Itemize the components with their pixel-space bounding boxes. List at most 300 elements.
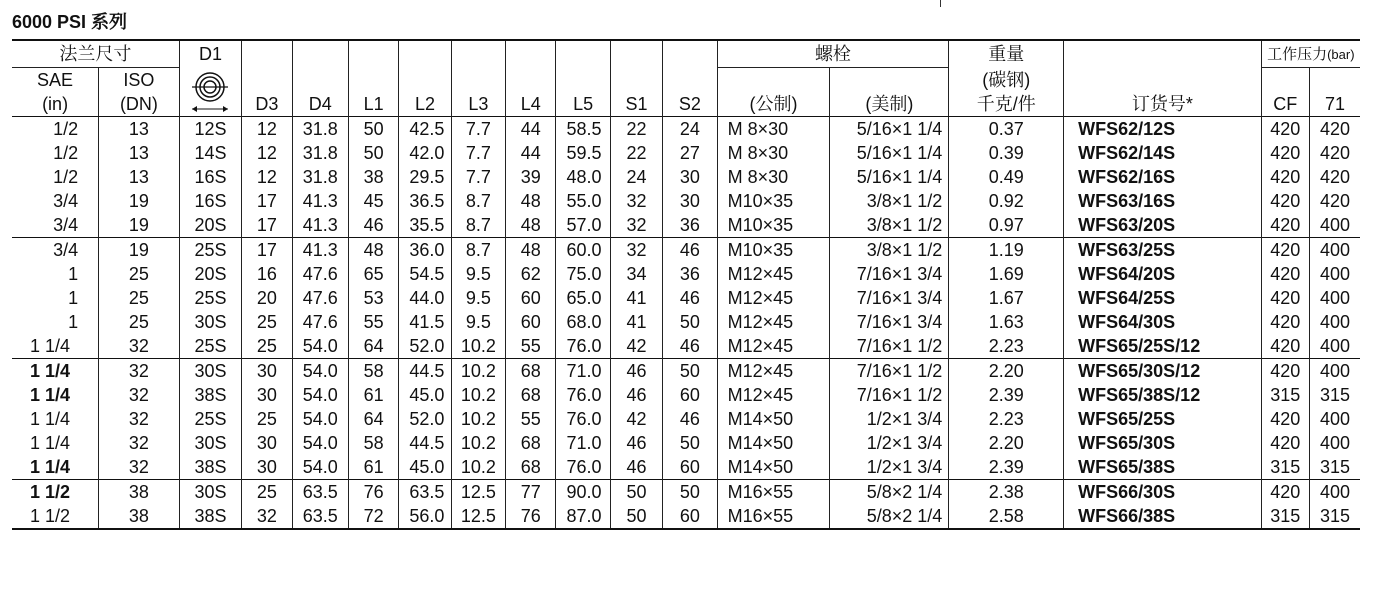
header-pressure-71: 71 <box>1309 68 1360 117</box>
cell-order-number: WFS63/16S <box>1064 189 1261 213</box>
table-row <box>12 238 1360 263</box>
cell-pressure-71: 400 <box>1309 431 1360 455</box>
cell-d3: 30 <box>242 431 292 455</box>
cell-s2: 36 <box>663 213 717 238</box>
cell-l4: 76 <box>506 504 556 529</box>
cell-l5: 55.0 <box>556 189 610 213</box>
cell-iso: 32 <box>99 431 180 455</box>
cell-l4: 55 <box>506 407 556 431</box>
cell-d3: 25 <box>242 310 292 334</box>
header-l5: L5 <box>556 40 610 117</box>
cell-bolt-metric: M12×45 <box>717 383 830 407</box>
cell-pressure-cf: 420 <box>1261 431 1309 455</box>
cell-bolt-imperial: 3/8×1 1/2 <box>830 213 949 238</box>
cell-d4: 54.0 <box>292 359 348 384</box>
cell-iso: 13 <box>99 117 180 142</box>
cell-order-number: WFS65/30S <box>1064 431 1261 455</box>
cell-d1: 20S <box>179 213 241 238</box>
cell-l4: 48 <box>506 238 556 263</box>
cell-bolt-metric: M16×55 <box>717 504 830 529</box>
cell-sae: 3/4 <box>53 215 79 235</box>
cell-bolt-imperial: 3/8×1 1/2 <box>830 238 949 263</box>
cell-s1: 24 <box>610 165 662 189</box>
cell-order-number: WFS65/38S <box>1064 455 1261 480</box>
cell-s1: 34 <box>610 262 662 286</box>
cell-d3: 30 <box>242 455 292 480</box>
cell-d4: 54.0 <box>292 383 348 407</box>
cell-sae: 1/2 <box>53 143 79 163</box>
cell-d1: 16S <box>179 165 241 189</box>
header-iso-unit: (DN) <box>99 92 180 117</box>
cell-s1: 32 <box>610 238 662 263</box>
cell-l2: 52.0 <box>399 407 451 431</box>
cell-weight: 0.49 <box>949 165 1064 189</box>
cell-pressure-71: 315 <box>1309 455 1360 480</box>
cell-weight: 2.38 <box>949 480 1064 505</box>
cell-d4: 31.8 <box>292 165 348 189</box>
cell-l2: 44.5 <box>399 359 451 384</box>
cell-d3: 25 <box>242 407 292 431</box>
cell-l2: 42.5 <box>399 117 451 142</box>
cell-pressure-71: 400 <box>1309 480 1360 505</box>
cell-l3: 10.2 <box>451 455 505 480</box>
header-flange: 法兰尺寸 <box>12 40 179 68</box>
header-l2: L2 <box>399 40 451 117</box>
cell-s1: 46 <box>610 359 662 384</box>
cell-l4: 60 <box>506 286 556 310</box>
cell-l2: 45.0 <box>399 383 451 407</box>
cell-l2: 36.5 <box>399 189 451 213</box>
cell-bolt-metric: M 8×30 <box>717 165 830 189</box>
cell-l3: 10.2 <box>451 407 505 431</box>
cell-order-number: WFS63/25S <box>1064 238 1261 263</box>
header-d3: D3 <box>242 40 292 117</box>
table-row <box>12 334 1360 359</box>
cell-order-number: WFS62/14S <box>1064 141 1261 165</box>
cell-d4: 41.3 <box>292 213 348 238</box>
cell-bolt-imperial: 7/16×1 3/4 <box>830 262 949 286</box>
cell-s2: 30 <box>663 189 717 213</box>
table-row <box>12 262 1360 286</box>
cell-pressure-cf: 315 <box>1261 504 1309 529</box>
cell-pressure-71: 420 <box>1309 141 1360 165</box>
cell-iso: 32 <box>99 359 180 384</box>
cell-bolt-imperial: 7/16×1 1/2 <box>830 334 949 359</box>
header-pressure-cf: CF <box>1261 68 1309 117</box>
cell-l4: 68 <box>506 455 556 480</box>
cell-l5: 90.0 <box>556 480 610 505</box>
cell-weight: 1.63 <box>949 310 1064 334</box>
cell-bolt-metric: M 8×30 <box>717 141 830 165</box>
cell-l3: 10.2 <box>451 359 505 384</box>
cell-s2: 30 <box>663 165 717 189</box>
cell-weight: 2.39 <box>949 383 1064 407</box>
cell-l3: 12.5 <box>451 504 505 529</box>
top-tick-mark <box>940 0 941 7</box>
cell-s1: 50 <box>610 480 662 505</box>
cell-l5: 59.5 <box>556 141 610 165</box>
cell-bolt-metric: M12×45 <box>717 262 830 286</box>
cell-bolt-imperial: 5/8×2 1/4 <box>830 480 949 505</box>
page-title: 6000 PSI 系列 <box>12 12 128 32</box>
table-row <box>12 165 1360 189</box>
cell-s1: 32 <box>610 213 662 238</box>
cell-weight: 1.19 <box>949 238 1064 263</box>
cell-pressure-cf: 420 <box>1261 117 1309 142</box>
cell-l5: 58.5 <box>556 117 610 142</box>
cell-l4: 60 <box>506 310 556 334</box>
cell-l2: 44.0 <box>399 286 451 310</box>
cell-pressure-cf: 420 <box>1261 310 1309 334</box>
cell-l1: 45 <box>348 189 398 213</box>
cell-l3: 10.2 <box>451 334 505 359</box>
cell-l1: 53 <box>348 286 398 310</box>
cell-l1: 50 <box>348 141 398 165</box>
cell-d1: 16S <box>179 189 241 213</box>
cell-d1: 20S <box>179 262 241 286</box>
cell-l1: 38 <box>348 165 398 189</box>
cell-order-number: WFS62/16S <box>1064 165 1261 189</box>
cell-l2: 56.0 <box>399 504 451 529</box>
cell-l1: 61 <box>348 383 398 407</box>
cell-l2: 29.5 <box>399 165 451 189</box>
cell-l2: 54.5 <box>399 262 451 286</box>
cell-bolt-metric: M16×55 <box>717 480 830 505</box>
cell-d3: 17 <box>242 189 292 213</box>
cell-l5: 76.0 <box>556 407 610 431</box>
cell-d4: 31.8 <box>292 141 348 165</box>
cell-pressure-cf: 420 <box>1261 262 1309 286</box>
cell-s1: 46 <box>610 431 662 455</box>
cell-l1: 48 <box>348 238 398 263</box>
cell-sae: 3/4 <box>53 191 79 211</box>
cell-bolt-metric: M14×50 <box>717 455 830 480</box>
header-working-pressure: 工作压力(bar) <box>1261 40 1360 68</box>
header-d4: D4 <box>292 40 348 117</box>
cell-s2: 46 <box>663 407 717 431</box>
cell-order-number: WFS65/25S/12 <box>1064 334 1261 359</box>
cell-d3: 12 <box>242 117 292 142</box>
cell-s2: 50 <box>663 480 717 505</box>
cell-d4: 47.6 <box>292 310 348 334</box>
cell-weight: 0.39 <box>949 141 1064 165</box>
header-order-number: 订货号* <box>1064 40 1261 117</box>
cell-bolt-imperial: 7/16×1 1/2 <box>830 383 949 407</box>
header-bolt-imperial: (美制) <box>830 68 949 117</box>
cell-l1: 50 <box>348 117 398 142</box>
header-l4: L4 <box>506 40 556 117</box>
cell-s1: 46 <box>610 455 662 480</box>
cell-iso: 32 <box>99 334 180 359</box>
cell-pressure-71: 420 <box>1309 189 1360 213</box>
cell-s2: 46 <box>663 286 717 310</box>
table-row <box>12 310 1360 334</box>
cell-l2: 36.0 <box>399 238 451 263</box>
cell-l5: 65.0 <box>556 286 610 310</box>
cell-l3: 7.7 <box>451 141 505 165</box>
cell-l5: 76.0 <box>556 455 610 480</box>
cell-bolt-imperial: 5/16×1 1/4 <box>830 117 949 142</box>
cell-d3: 32 <box>242 504 292 529</box>
cell-l1: 61 <box>348 455 398 480</box>
cell-l3: 12.5 <box>451 480 505 505</box>
cell-weight: 0.97 <box>949 213 1064 238</box>
cell-d4: 47.6 <box>292 262 348 286</box>
cell-d1: 38S <box>179 455 241 480</box>
header-bolt-metric: (公制) <box>717 68 830 117</box>
cell-iso: 32 <box>99 407 180 431</box>
cell-pressure-cf: 420 <box>1261 165 1309 189</box>
cell-l1: 76 <box>348 480 398 505</box>
cell-weight: 2.39 <box>949 455 1064 480</box>
cell-iso: 25 <box>99 286 180 310</box>
cell-d1: 38S <box>179 383 241 407</box>
cell-d3: 12 <box>242 165 292 189</box>
cell-bolt-imperial: 5/16×1 1/4 <box>830 165 949 189</box>
table-row <box>12 431 1360 455</box>
cell-l4: 55 <box>506 334 556 359</box>
cell-bolt-imperial: 5/16×1 1/4 <box>830 141 949 165</box>
cell-pressure-cf: 420 <box>1261 407 1309 431</box>
cell-d3: 17 <box>242 238 292 263</box>
cell-l5: 71.0 <box>556 431 610 455</box>
cell-d3: 30 <box>242 383 292 407</box>
cell-l4: 62 <box>506 262 556 286</box>
cell-pressure-71: 400 <box>1309 359 1360 384</box>
table-row <box>12 383 1360 407</box>
cell-l4: 68 <box>506 431 556 455</box>
cell-s2: 36 <box>663 262 717 286</box>
cell-d3: 16 <box>242 262 292 286</box>
cell-iso: 25 <box>99 310 180 334</box>
cell-bolt-imperial: 5/8×2 1/4 <box>830 504 949 529</box>
cell-bolt-imperial: 7/16×1 1/2 <box>830 359 949 384</box>
cell-pressure-cf: 420 <box>1261 286 1309 310</box>
cell-s2: 50 <box>663 431 717 455</box>
cell-iso: 38 <box>99 504 180 529</box>
cell-l5: 76.0 <box>556 334 610 359</box>
table-header <box>12 40 1360 117</box>
cell-pressure-71: 400 <box>1309 238 1360 263</box>
cell-weight: 2.23 <box>949 334 1064 359</box>
cell-d4: 54.0 <box>292 407 348 431</box>
cell-pressure-71: 400 <box>1309 334 1360 359</box>
cell-s2: 46 <box>663 238 717 263</box>
cell-d1: 30S <box>179 431 241 455</box>
cell-l2: 63.5 <box>399 480 451 505</box>
cell-pressure-cf: 420 <box>1261 334 1309 359</box>
header-s2: S2 <box>663 40 717 117</box>
cell-d1: 14S <box>179 141 241 165</box>
cell-d3: 17 <box>242 213 292 238</box>
cell-d1: 30S <box>179 310 241 334</box>
cell-l4: 44 <box>506 141 556 165</box>
cell-d1: 25S <box>179 238 241 263</box>
cell-sae: 1 1/4 <box>30 409 71 429</box>
header-weight-material: (碳钢) <box>949 68 1064 93</box>
cell-l5: 48.0 <box>556 165 610 189</box>
cell-pressure-71: 315 <box>1309 383 1360 407</box>
cell-l4: 48 <box>506 213 556 238</box>
cell-order-number: WFS62/12S <box>1064 117 1261 142</box>
cell-d3: 30 <box>242 359 292 384</box>
cell-weight: 0.37 <box>949 117 1064 142</box>
cell-d4: 54.0 <box>292 455 348 480</box>
table-row <box>12 359 1360 384</box>
cell-pressure-cf: 420 <box>1261 359 1309 384</box>
table-row <box>12 286 1360 310</box>
cell-bolt-metric: M12×45 <box>717 286 830 310</box>
cell-d4: 63.5 <box>292 504 348 529</box>
cell-s2: 60 <box>663 504 717 529</box>
cell-d4: 54.0 <box>292 431 348 455</box>
cell-sae: 1/2 <box>12 117 99 142</box>
cell-sae: 1 1/2 <box>12 480 99 505</box>
cell-weight: 2.58 <box>949 504 1064 529</box>
cell-l2: 52.0 <box>399 334 451 359</box>
cell-order-number: WFS65/38S/12 <box>1064 383 1261 407</box>
cell-d3: 20 <box>242 286 292 310</box>
cell-d1: 30S <box>179 480 241 505</box>
header-weight: 重量 <box>949 40 1064 68</box>
cell-s1: 50 <box>610 504 662 529</box>
cell-weight: 2.20 <box>949 359 1064 384</box>
cell-d4: 63.5 <box>292 480 348 505</box>
cell-l3: 7.7 <box>451 165 505 189</box>
cell-l1: 58 <box>348 431 398 455</box>
cell-d1: 25S <box>179 334 241 359</box>
cell-l1: 58 <box>348 359 398 384</box>
cell-bolt-imperial: 7/16×1 3/4 <box>830 310 949 334</box>
cell-bolt-imperial: 1/2×1 3/4 <box>830 455 949 480</box>
cell-order-number: WFS65/25S <box>1064 407 1261 431</box>
cell-l3: 9.5 <box>451 262 505 286</box>
cell-pressure-cf: 315 <box>1261 383 1309 407</box>
cell-l4: 44 <box>506 117 556 142</box>
cell-sae: 1 1/4 <box>30 457 71 477</box>
cell-weight: 1.67 <box>949 286 1064 310</box>
cell-weight: 0.92 <box>949 189 1064 213</box>
cell-bolt-metric: M14×50 <box>717 407 830 431</box>
cell-bolt-imperial: 1/2×1 3/4 <box>830 407 949 431</box>
cell-l2: 44.5 <box>399 431 451 455</box>
cell-l3: 7.7 <box>451 117 505 142</box>
cell-l1: 65 <box>348 262 398 286</box>
cell-s2: 46 <box>663 334 717 359</box>
cell-bolt-metric: M14×50 <box>717 431 830 455</box>
cell-sae: 1 <box>68 288 79 308</box>
cell-sae: 1 1/4 <box>30 336 71 356</box>
cell-s1: 41 <box>610 286 662 310</box>
cell-pressure-cf: 420 <box>1261 189 1309 213</box>
cell-l1: 72 <box>348 504 398 529</box>
cell-order-number: WFS63/20S <box>1064 213 1261 238</box>
cell-pressure-71: 420 <box>1309 165 1360 189</box>
cell-bolt-metric: M12×45 <box>717 359 830 384</box>
cell-sae: 1 <box>68 264 79 284</box>
cell-l4: 68 <box>506 359 556 384</box>
cell-s1: 22 <box>610 141 662 165</box>
cell-l5: 71.0 <box>556 359 610 384</box>
table-row <box>12 141 1360 165</box>
cell-d4: 31.8 <box>292 117 348 142</box>
table-row <box>12 117 1360 142</box>
cell-d3: 25 <box>242 480 292 505</box>
cell-d4: 41.3 <box>292 189 348 213</box>
spec-table <box>12 39 1360 530</box>
cell-s1: 41 <box>610 310 662 334</box>
cell-iso: 38 <box>99 480 180 505</box>
header-l3: L3 <box>451 40 505 117</box>
cell-order-number: WFS64/25S <box>1064 286 1261 310</box>
table-row <box>12 189 1360 213</box>
header-s1: S1 <box>610 40 662 117</box>
cell-sae: 1 1/4 <box>30 385 71 405</box>
cell-pressure-cf: 420 <box>1261 213 1309 238</box>
cell-bolt-metric: M10×35 <box>717 213 830 238</box>
cell-l3: 8.7 <box>451 213 505 238</box>
cell-weight: 1.69 <box>949 262 1064 286</box>
cell-iso: 32 <box>99 383 180 407</box>
cell-sae: 1/2 <box>53 167 79 187</box>
cell-s2: 60 <box>663 455 717 480</box>
cell-bolt-metric: M12×45 <box>717 310 830 334</box>
cell-bolt-metric: M 8×30 <box>717 117 830 142</box>
cell-iso: 13 <box>99 165 180 189</box>
cell-sae: 1 1/2 <box>12 504 99 529</box>
cell-sae: 1 1/4 <box>30 433 71 453</box>
table-row <box>12 407 1360 431</box>
cell-d3: 12 <box>242 141 292 165</box>
cell-order-number: WFS66/38S <box>1064 504 1261 529</box>
cell-pressure-71: 400 <box>1309 286 1360 310</box>
cell-order-number: WFS66/30S <box>1064 480 1261 505</box>
cell-iso: 19 <box>99 189 180 213</box>
cell-iso: 19 <box>99 238 180 263</box>
cell-l5: 57.0 <box>556 213 610 238</box>
cell-pressure-cf: 420 <box>1261 141 1309 165</box>
cell-order-number: WFS64/20S <box>1064 262 1261 286</box>
cell-l3: 9.5 <box>451 310 505 334</box>
cell-s2: 50 <box>663 359 717 384</box>
header-iso: ISO <box>99 68 180 93</box>
cell-pressure-71: 420 <box>1309 117 1360 142</box>
cell-pressure-71: 400 <box>1309 407 1360 431</box>
cell-d1: 38S <box>179 504 241 529</box>
cell-d4: 47.6 <box>292 286 348 310</box>
cell-s2: 24 <box>663 117 717 142</box>
cell-bolt-metric: M10×35 <box>717 238 830 263</box>
cell-s1: 42 <box>610 334 662 359</box>
d1-symbol-icon <box>179 68 241 117</box>
cell-l2: 42.0 <box>399 141 451 165</box>
cell-sae: 1 1/4 <box>12 359 99 384</box>
cell-l4: 39 <box>506 165 556 189</box>
cell-l1: 55 <box>348 310 398 334</box>
cell-l3: 8.7 <box>451 238 505 263</box>
cell-l2: 45.0 <box>399 455 451 480</box>
cell-pressure-71: 400 <box>1309 213 1360 238</box>
cell-pressure-71: 315 <box>1309 504 1360 529</box>
header-l1: L1 <box>348 40 398 117</box>
cell-l2: 41.5 <box>399 310 451 334</box>
cell-l1: 46 <box>348 213 398 238</box>
cell-pressure-cf: 420 <box>1261 238 1309 263</box>
cell-s1: 46 <box>610 383 662 407</box>
cell-d3: 25 <box>242 334 292 359</box>
table-row <box>12 480 1360 505</box>
cell-iso: 19 <box>99 213 180 238</box>
